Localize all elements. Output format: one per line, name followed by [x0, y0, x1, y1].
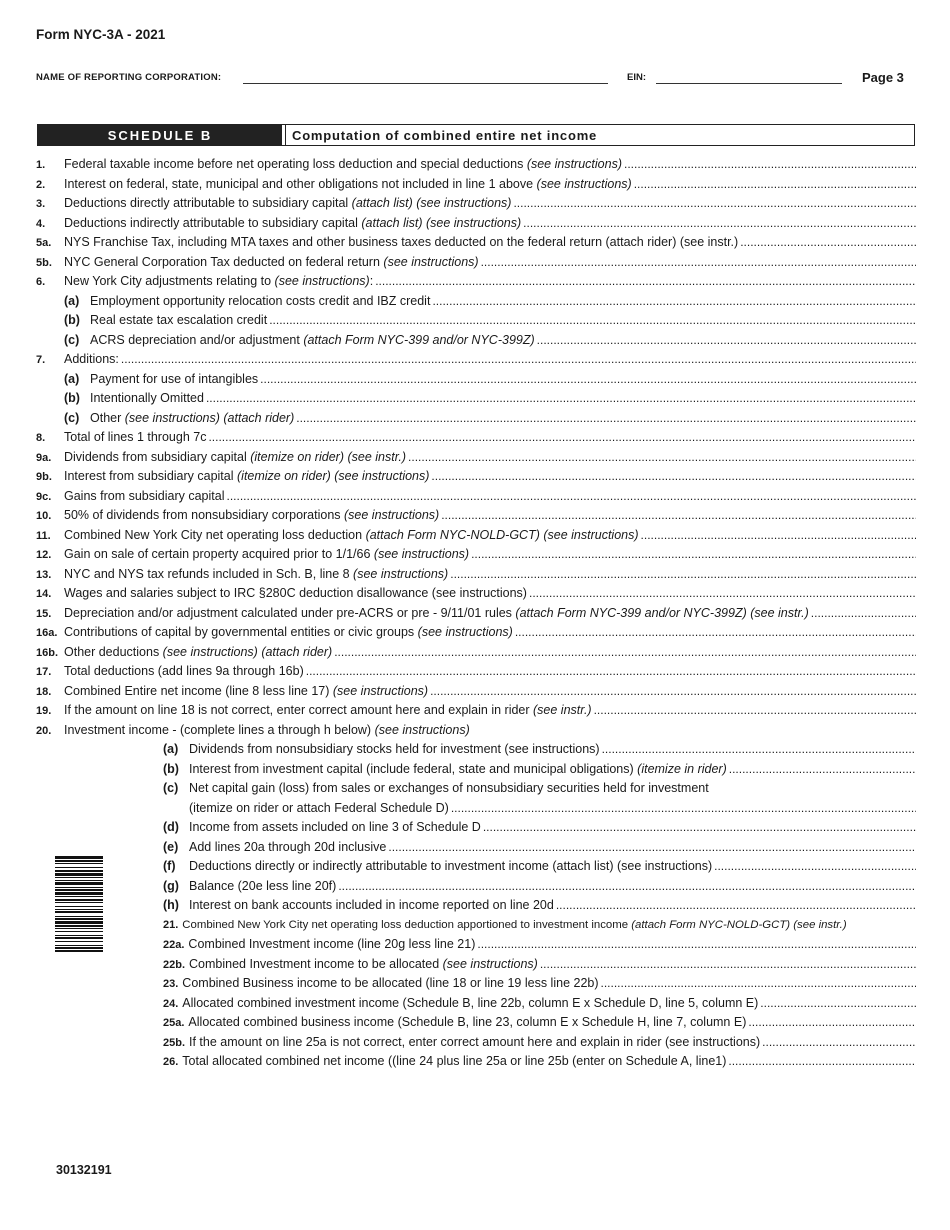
sub-line-label: (a)	[64, 371, 80, 386]
line-number: 18.	[36, 685, 52, 698]
line-number: 6.	[36, 276, 46, 288]
dot-leader	[408, 448, 916, 468]
line-number: 5a.	[36, 237, 52, 249]
line-text: Interest on federal, state, municipal and other obligations not included in line 1 above (see instructions)	[64, 176, 632, 191]
schedule-title: Computation of combined entire net income	[292, 127, 598, 143]
dot-leader	[537, 331, 916, 351]
dot-leader	[594, 701, 916, 721]
schedule-line	[36, 740, 916, 760]
dot-leader	[760, 994, 916, 1014]
line-text: Payment for use of intangibles	[90, 371, 259, 386]
line-text: Deductions directly attributable to subsidiary capital (attach list) (see instructions)	[64, 196, 512, 210]
ein-label: EIN:	[627, 72, 646, 83]
schedule-line	[36, 721, 916, 741]
schedule-line	[36, 1033, 916, 1053]
dot-leader	[334, 643, 916, 663]
dot-leader	[269, 311, 916, 331]
line-text: Deductions directly or indirectly attributable to investment income (attach list) (see instructions)	[189, 859, 713, 873]
barcode-bar	[55, 902, 103, 903]
line-number: 8.	[36, 432, 46, 444]
line-text: NYC General Corporation Tax deducted on federal return (see instructions)	[64, 254, 479, 269]
line-text: Allocated combined investment income (Schedule B, line 22b, column E x Schedule D, line 5, column E)	[182, 995, 759, 1010]
barcode-bar	[55, 925, 103, 927]
barcode-bar	[55, 860, 103, 862]
line-text: Interest on bank accounts included in income reported on line 20d	[189, 898, 554, 912]
line-note: (see instructions)	[374, 722, 470, 737]
barcode-bar	[55, 887, 103, 888]
line-number: 14.	[36, 588, 52, 600]
schedule-b-lines	[36, 155, 916, 1072]
schedule-line	[36, 896, 916, 916]
barcode-bar	[55, 856, 103, 859]
form-title: Form NYC-3A - 2021	[36, 27, 166, 42]
dot-leader	[451, 799, 916, 819]
sub-line-label: (b)	[163, 761, 179, 776]
line-text: Combined Investment income (line 20g less line 21)	[188, 937, 476, 951]
schedule-line	[36, 272, 916, 292]
schedule-line	[36, 1052, 916, 1072]
line-text: If the amount on line 25a is not correct, enter correct amount here and explain in rider (see instructions)	[189, 1034, 761, 1049]
line-number: 26.	[163, 1056, 179, 1068]
sub-line-label: (g)	[163, 878, 179, 893]
line-note: (itemize on rider) (see instr.)	[250, 449, 407, 464]
line-note: (see instructions)	[536, 176, 632, 191]
schedule-line	[36, 350, 916, 370]
line-text: Deductions indirectly attributable to subsidiary capital (attach list) (see instructions)	[64, 215, 522, 230]
dot-leader	[601, 974, 916, 994]
line-text: NYC and NYS tax refunds included in Sch. B, line 8 (see instructions)	[64, 566, 449, 581]
line-text: Combined Business income to be allocated (line 18 or line 19 less line 22b)	[182, 976, 599, 990]
page-number: Page 3	[862, 70, 904, 85]
sub-line-label: (b)	[64, 391, 80, 405]
schedule-label: SCHEDULE B	[38, 125, 282, 145]
dot-leader	[728, 1052, 916, 1072]
dot-leader	[296, 409, 916, 429]
schedule-line	[36, 253, 916, 273]
line-number: 13.	[36, 568, 52, 581]
line-text: Add lines 20a through 20d inclusive	[189, 839, 387, 854]
dot-leader	[477, 935, 916, 955]
line-number: 9c.	[36, 490, 52, 503]
schedule-line	[36, 838, 916, 858]
line-text: New York City adjustments relating to (see instructions):	[64, 274, 374, 288]
dot-leader	[375, 272, 916, 292]
line-number: 22b.	[163, 958, 186, 971]
line-note: (see instructions)	[526, 157, 622, 171]
schedule-line	[36, 506, 916, 526]
line-text: Net capital gain (loss) from sales or exchanges of nonsubsidiary securities held for investment	[189, 781, 709, 795]
sub-line-label: (h)	[163, 898, 179, 912]
line-note: (see instructions)	[417, 625, 513, 639]
schedule-line	[36, 428, 916, 448]
schedule-line	[36, 331, 916, 351]
schedule-line	[36, 409, 916, 429]
barcode-bar	[55, 877, 103, 878]
schedule-header	[37, 124, 915, 146]
line-text: Other (see instructions) (attach rider)	[90, 410, 295, 425]
schedule-line	[36, 701, 916, 721]
schedule-line	[36, 370, 916, 390]
barcode-bar	[55, 941, 103, 942]
line-text: Combined Investment income to be allocated (see instructions)	[189, 956, 538, 971]
barcode-bar	[55, 945, 103, 946]
line-text: Total allocated combined net income ((line 24 plus line 25a or line 25b (enter on Schedule A, line1)	[182, 1054, 727, 1068]
dot-leader	[515, 623, 916, 643]
schedule-line	[36, 526, 916, 546]
dot-leader	[523, 214, 916, 234]
sub-line-label: (e)	[163, 839, 179, 854]
schedule-line	[36, 448, 916, 468]
line-text: Interest from investment capital (include federal, state and municipal obligations) (itemize in rider)	[189, 761, 727, 776]
schedule-line	[36, 760, 916, 780]
line-number: 21.	[163, 918, 179, 931]
line-number: 22a.	[163, 939, 185, 951]
line-text: Employment opportunity relocation costs credit and IBZ credit	[90, 293, 431, 308]
line-note: (see instructions) (attach rider)	[124, 410, 295, 425]
line-text: Real estate tax escalation credit	[90, 313, 268, 327]
schedule-line	[36, 916, 916, 936]
dot-leader	[431, 467, 916, 487]
schedule-line	[36, 467, 916, 487]
line-text: Depreciation and/or adjustment calculated under pre-ACRS or pre - 9/11/01 rules (attach Form NYC-399 and/or NYC-399Z) (see instr.)	[64, 605, 809, 620]
line-note: (attach Form NYC-399 and/or NYC-399Z)	[303, 332, 535, 347]
line-note: (itemize on rider) (see instructions)	[237, 469, 430, 483]
line-text: Allocated combined business income (Schedule B, line 23, column E x Schedule H, line 7, column E)	[188, 1015, 747, 1029]
corporation-name-field[interactable]	[243, 83, 608, 84]
line-text: Gain on sale of certain property acquired prior to 1/1/66 (see instructions)	[64, 547, 470, 561]
schedule-line	[36, 935, 916, 955]
dot-leader	[121, 350, 916, 370]
line-number: 25b.	[163, 1036, 186, 1049]
dot-leader	[634, 175, 916, 195]
barcode-bar	[55, 931, 103, 932]
line-text: Total deductions (add lines 9a through 16b)	[64, 664, 304, 678]
line-text: Combined Entire net income (line 8 less line 17) (see instructions)	[64, 683, 429, 698]
sub-line-label: (b)	[64, 313, 80, 327]
schedule-line	[36, 604, 916, 624]
barcode-bar	[55, 863, 103, 864]
line-note: (see instructions)	[274, 274, 370, 288]
dot-leader	[208, 428, 916, 448]
sub-line-label: (c)	[163, 781, 179, 795]
line-number: 9a.	[36, 451, 52, 464]
line-number: 5b.	[36, 256, 52, 269]
barcode-bar	[55, 889, 103, 891]
line-note: (attach Form NYC-NOLD-GCT) (see instr.)	[631, 918, 847, 931]
line-text: Total of lines 1 through 7c	[64, 430, 207, 444]
schedule-line	[36, 662, 916, 682]
sub-line-label: (a)	[64, 293, 80, 308]
line-text: Investment income - (complete lines a through h below) (see instructions)	[64, 722, 470, 737]
barcode-bar	[55, 918, 103, 920]
dot-leader	[306, 662, 916, 682]
dot-leader	[481, 253, 916, 273]
dot-leader	[556, 896, 916, 916]
line-number: 9b.	[36, 471, 52, 483]
line-text: ACRS depreciation and/or adjustment (attach Form NYC-399 and/or NYC-399Z)	[90, 332, 535, 347]
line-text: Combined New York City net operating loss deduction (attach Form NYC-NOLD-GCT) (see instructions)	[64, 527, 639, 542]
dot-leader	[540, 955, 916, 975]
line-note: (see instr.)	[533, 703, 592, 717]
line-note: (see instructions)	[353, 566, 449, 581]
line-note: (see instructions) (attach rider)	[162, 644, 333, 659]
dot-leader	[641, 526, 916, 546]
barcode-bar	[55, 892, 103, 895]
line-number: 15.	[36, 607, 52, 620]
ein-field[interactable]	[656, 83, 842, 84]
sub-line-label: (d)	[163, 820, 179, 834]
line-number: 25a.	[163, 1017, 185, 1029]
line-text: Contributions of capital by governmental entities or civic groups (see instructions)	[64, 625, 513, 639]
schedule-line	[36, 155, 916, 175]
schedule-line	[36, 682, 916, 702]
dot-leader	[714, 857, 916, 877]
corporation-name-label: NAME OF REPORTING CORPORATION:	[36, 72, 222, 83]
dot-leader	[471, 545, 916, 565]
barcode-bar	[55, 906, 103, 907]
line-number: 3.	[36, 198, 46, 210]
dot-leader	[513, 194, 916, 214]
line-number: 7.	[36, 354, 46, 366]
schedule-line	[36, 818, 916, 838]
barcode-bar	[55, 921, 103, 924]
dot-leader	[260, 370, 916, 390]
line-text: Intentionally Omitted	[90, 391, 204, 405]
line-note: (attach Form NYC-399 and/or NYC-399Z) (see instr.)	[515, 605, 809, 620]
line-text: 50% of dividends from nonsubsidiary corporations (see instructions)	[64, 508, 440, 522]
line-text: Income from assets included on line 3 of Schedule D	[189, 820, 481, 834]
barcode-bar	[55, 896, 103, 897]
line-number: 19.	[36, 705, 52, 717]
line-text: If the amount on line 18 is not correct, enter correct amount here and explain in rider (see instr.)	[64, 703, 592, 717]
sub-line-label: (a)	[163, 742, 179, 756]
barcode	[55, 856, 103, 1068]
dot-leader	[529, 584, 916, 604]
dot-leader	[602, 740, 916, 760]
line-note: (see instructions)	[373, 547, 470, 561]
barcode-bar	[55, 873, 103, 876]
barcode-bar	[55, 937, 103, 939]
line-text: Gains from subsidiary capital	[64, 488, 225, 503]
barcode-bar	[55, 947, 103, 949]
schedule-line	[36, 779, 916, 799]
dot-leader	[432, 292, 916, 312]
schedule-line	[36, 214, 916, 234]
dot-leader	[740, 233, 916, 253]
dot-leader	[729, 760, 916, 780]
sub-line-label: (c)	[64, 410, 80, 425]
schedule-line	[36, 175, 916, 195]
line-text: Additions:	[64, 352, 119, 366]
sub-line-label: (c)	[64, 332, 80, 347]
schedule-line	[36, 233, 916, 253]
barcode-bar	[55, 928, 103, 929]
dot-leader	[388, 838, 916, 858]
line-number: 23.	[163, 978, 179, 990]
line-text: Combined New York City net operating loss deduction apportioned to investment income (attach Form NYC-NOLD-GCT) (see instr.)	[182, 918, 847, 931]
line-text: (itemize on rider or attach Federal Schedule D)	[189, 800, 449, 815]
line-note: (attach Form NYC-NOLD-GCT) (see instructions)	[365, 527, 639, 542]
schedule-line	[36, 994, 916, 1014]
line-number: 4.	[36, 217, 46, 230]
line-number: 16a.	[36, 627, 58, 639]
schedule-line	[36, 877, 916, 897]
schedule-line	[36, 974, 916, 994]
schedule-line	[36, 1013, 916, 1033]
schedule-line	[36, 545, 916, 565]
dot-leader	[450, 565, 916, 585]
line-text: NYS Franchise Tax, including MTA taxes and other business taxes deducted on the federal return (attach rider) (see instr.)	[64, 235, 739, 249]
dot-leader	[624, 155, 916, 175]
dot-leader	[762, 1033, 916, 1053]
line-number: 12.	[36, 549, 52, 561]
line-text: Interest from subsidiary capital (itemize on rider) (see instructions)	[64, 469, 430, 483]
form-code: 30132191	[56, 1163, 112, 1177]
dot-leader	[338, 877, 916, 897]
schedule-line	[36, 292, 916, 312]
line-text: Dividends from subsidiary capital (itemize on rider) (see instr.)	[64, 449, 407, 464]
schedule-line	[36, 194, 916, 214]
barcode-bar	[55, 911, 103, 913]
line-number: 24.	[163, 997, 179, 1010]
barcode-bar	[55, 870, 103, 872]
schedule-line	[36, 389, 916, 409]
line-number: 1.	[36, 159, 46, 171]
line-note: (see instructions)	[344, 508, 440, 522]
line-number: 11.	[36, 529, 51, 542]
schedule-line	[36, 623, 916, 643]
barcode-bar	[55, 950, 103, 952]
line-note: (attach list) (see instructions)	[351, 196, 512, 210]
dot-leader	[430, 682, 916, 702]
barcode-bar	[55, 909, 103, 910]
dot-leader	[748, 1013, 916, 1033]
line-note: (see instructions)	[332, 683, 429, 698]
line-text: Wages and salaries subject to IRC §280C deduction disallowance (see instructions)	[64, 586, 527, 600]
line-note: (see instructions)	[383, 254, 479, 269]
schedule-line	[36, 643, 916, 663]
barcode-bar	[55, 899, 103, 901]
barcode-bar	[55, 935, 103, 936]
line-number: 17.	[36, 666, 52, 678]
line-number: 10.	[36, 510, 52, 522]
schedule-line	[36, 311, 916, 331]
dot-leader	[483, 818, 916, 838]
line-number: 2.	[36, 178, 46, 191]
barcode-bar	[55, 867, 103, 868]
schedule-line	[36, 487, 916, 507]
dot-leader	[811, 604, 916, 624]
barcode-bar	[55, 916, 103, 917]
dot-leader	[206, 389, 916, 409]
line-text: Dividends from nonsubsidiary stocks held for investment (see instructions)	[189, 742, 600, 756]
line-number: 16b.	[36, 646, 59, 659]
schedule-line	[36, 799, 916, 819]
schedule-line	[36, 584, 916, 604]
sub-line-label: (f)	[163, 859, 176, 873]
line-text: Balance (20e less line 20f)	[189, 878, 337, 893]
schedule-line	[36, 565, 916, 585]
schedule-line	[36, 857, 916, 877]
barcode-bar	[55, 880, 103, 881]
schedule-line	[36, 955, 916, 975]
barcode-bar	[55, 882, 103, 885]
line-number: 20.	[36, 724, 52, 737]
line-text: Other deductions (see instructions) (attach rider)	[64, 644, 333, 659]
dot-leader	[441, 506, 916, 526]
line-note: (see instructions)	[442, 956, 538, 971]
line-text: Federal taxable income before net operating loss deduction and special deductions (see instructions)	[64, 157, 622, 171]
dot-leader	[226, 487, 916, 507]
line-note: (attach list) (see instructions)	[361, 215, 522, 230]
line-note: (itemize in rider)	[637, 761, 727, 776]
